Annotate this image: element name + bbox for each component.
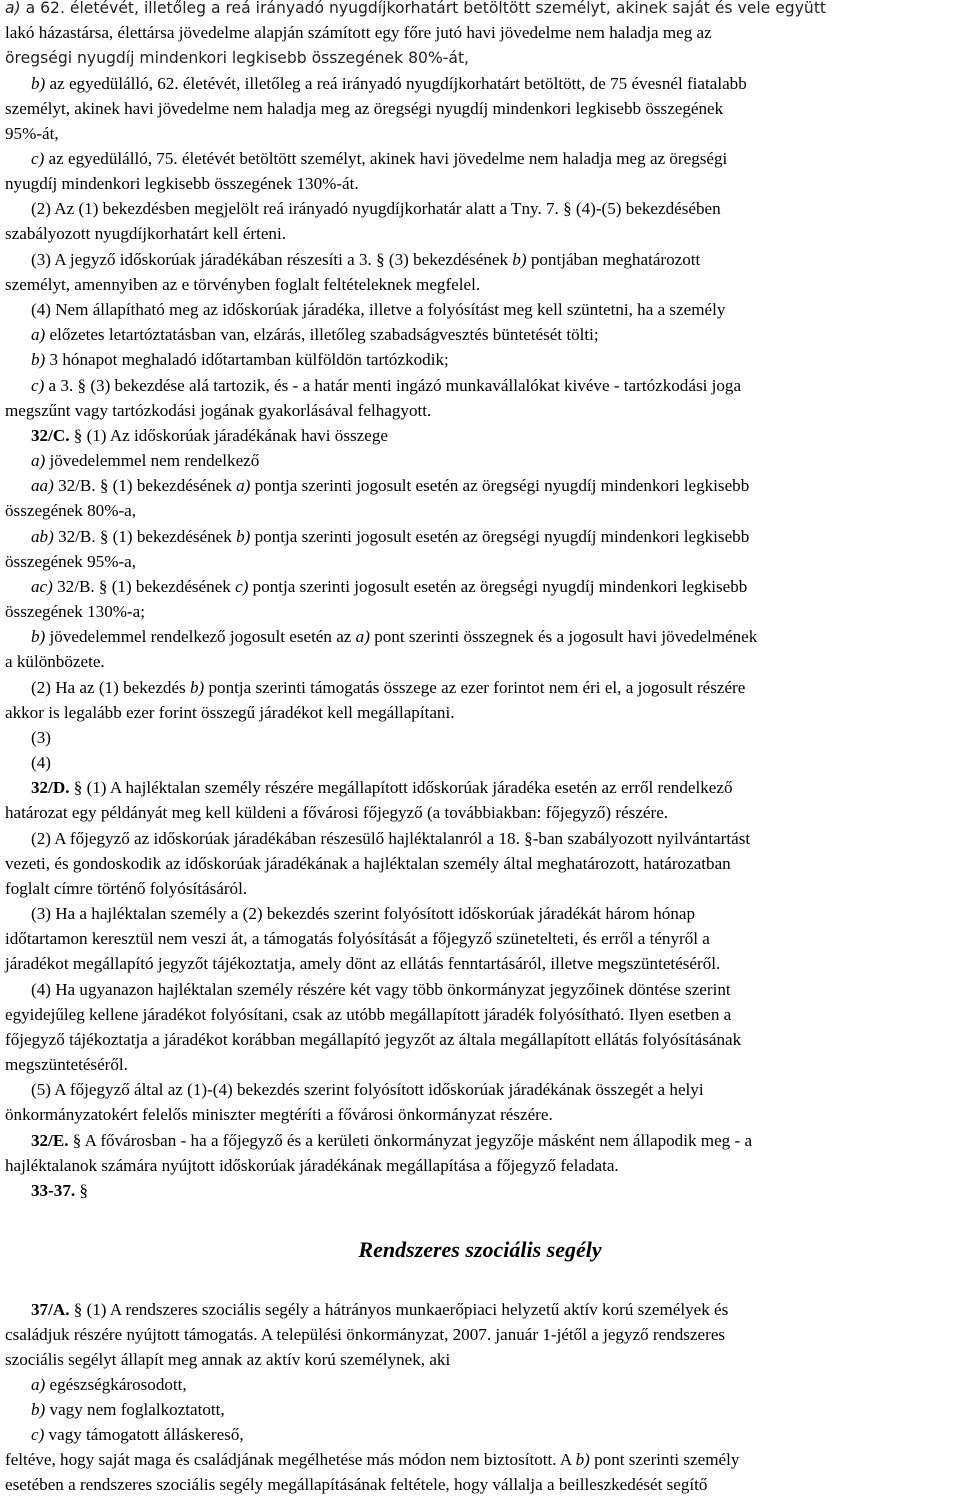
line-text: esetében a rendszeres szociális segély megállapításának feltétele, hogy vállalja a beilleszkedését segítő [5, 1475, 708, 1494]
text-line [31, 1181, 88, 1201]
point-label: b) [31, 627, 46, 646]
point-label: ab) [31, 527, 54, 546]
line-text: önkormányzatokért felelős miniszter megtéríti a fővárosi önkormányzat részére. [5, 1105, 553, 1124]
text-line [5, 275, 480, 295]
text-line [5, 854, 731, 874]
text-line [5, 1325, 725, 1345]
line-text: § (1) Az időskorúak járadékának havi összege [69, 426, 388, 445]
line-text: a különbözete. [5, 652, 105, 671]
line-text: családjuk részére nyújtott támogatás. A települési önkormányzat, 2007. január 1-jétől a jegyző rendszeres [5, 1325, 726, 1344]
line-text: pontja szerinti támogatás összege az ezer forintot nem éri el, a jogosult részére [204, 678, 746, 697]
text-line [5, 23, 712, 43]
point-label: a) [31, 1375, 46, 1394]
point-label: a) [31, 451, 46, 470]
text-line [5, 1030, 741, 1050]
text-line [31, 527, 749, 547]
text-line [31, 980, 731, 1000]
line-text: § [75, 1181, 88, 1200]
text-line [31, 753, 51, 773]
text-line [5, 224, 286, 244]
text-line [5, 1156, 619, 1176]
line-text: időtartamon keresztül nem veszi át, a támogatás folyósítását a főjegyző szünetelteti, és erről a tényről a [5, 929, 710, 948]
point-label: b) [512, 250, 527, 269]
line-text: főjegyző tájékoztatja a járadékot korábban megállapító jegyzőt az általa megállapított ellátás folyósításának [5, 1030, 742, 1049]
text-line [5, 552, 136, 572]
line-text: hajléktalanok számára nyújtott időskorúak járadékának megállapítása a főjegyző feladata. [5, 1156, 619, 1175]
point-label: a) [236, 476, 251, 495]
text-line [5, 1105, 553, 1125]
text-line [5, 0, 826, 18]
line-text: § (1) A hajléktalan személy részére megállapított időskorúak járadéka esetén az erről rendelkező [69, 778, 733, 797]
text-line [31, 250, 700, 270]
point-label: b) [189, 678, 205, 697]
line-text: összegének 80%-a, [5, 501, 136, 520]
line-text: határozat egy példányát meg kell küldeni a fővárosi főjegyző (a továbbiakban: főjegyző) részére. [5, 803, 669, 822]
text-line [31, 778, 733, 798]
line-text: feltéve, hogy saját maga és családjának megélhetése más módon nem biztosított. A [5, 1450, 576, 1469]
line-text: egészségkárosodott, [45, 1375, 187, 1394]
section-number: 32/C. [31, 426, 70, 445]
line-text: egyidejűleg kellene járadékot folyósítani, csak az utóbb megállapított járadék folyósítható. Ilyen esetben a [5, 1005, 732, 1024]
line-text: (4) [31, 753, 51, 772]
text-line [31, 1131, 752, 1151]
text-line [5, 703, 455, 723]
text-line [5, 1055, 128, 1075]
text-line [31, 1425, 244, 1445]
section-number: 37/A. [31, 1300, 70, 1319]
text-line [5, 124, 59, 144]
line-text: személyt, akinek havi jövedelme nem haladja meg az öregségi nyugdíj mindenkori legkisebb összegének [5, 99, 724, 118]
line-text: (4) Nem állapítható meg az időskorúak járadéka, illetve a folyósítást meg kell szüntetni, ha a személy [31, 300, 726, 319]
text-line [31, 476, 749, 496]
line-text: 3 hónapot meghaladó időtartamban külföldön tartózkodik; [45, 350, 449, 369]
point-label: c) [31, 149, 45, 168]
line-text: (3) [31, 728, 51, 747]
line-text: 32/B. § (1) bekezdésének [53, 527, 237, 546]
line-text: pont szerinti személy [589, 1450, 740, 1469]
point-label: b) [236, 527, 251, 546]
line-text: a 62. életévét, illetőleg a reá irányadó nyugdíjkorhatárt betöltött személyt, akinek saját és vele együtt [20, 0, 827, 17]
text-line [5, 401, 431, 421]
text-line [31, 376, 741, 396]
text-line [5, 929, 710, 949]
line-text: az egyedülálló, 62. életévét, illetőleg a reá irányadó nyugdíjkorhatárt betöltött, de 75 évesnél fiatalabb [45, 74, 747, 93]
line-text: akkor is legalább ezer forint összegű járadékot kell megállapítani. [5, 703, 455, 722]
line-text: szociális segélyt állapít meg annak az aktív korú személynek, aki [5, 1350, 451, 1369]
point-label: a) [31, 325, 46, 344]
text-line [31, 451, 259, 471]
line-text: vagy nem foglalkoztatott, [45, 1400, 225, 1419]
text-line [5, 99, 723, 119]
text-line [31, 149, 727, 169]
line-text: összegének 130%-a; [5, 602, 146, 621]
text-line [31, 728, 51, 748]
line-text: személyt, amennyiben az e törvényben foglalt feltételeknek megfelel. [5, 275, 481, 294]
line-text: (2) A főjegyző az időskorúak járadékában részesülő hajléktalanról a 18. §-ban szabályozott nyilvántartást [31, 829, 751, 848]
point-label: aa) [31, 476, 54, 495]
line-text: a 3. § (3) bekezdése alá tartozik, és - a határ menti ingázó munkavállalókat kivéve - tartózkodási joga [44, 376, 742, 395]
line-text: (3) Ha a hajléktalan személy a (2) bekezdés szerint folyósított időskorúak járadékát három hónap [31, 904, 696, 923]
line-text: 32/B. § (1) bekezdésének [52, 577, 236, 596]
line-text: jövedelemmel rendelkező jogosult esetén az [45, 627, 356, 646]
text-line [5, 652, 105, 672]
text-line [31, 1300, 728, 1320]
line-text: (3) A jegyző időskorúak járadékában részesíti a 3. § (3) bekezdésének [31, 250, 513, 269]
text-line [5, 1475, 707, 1495]
text-line [31, 426, 388, 446]
text-line [5, 1005, 731, 1025]
line-text: (2) Ha az (1) bekezdés [31, 678, 190, 697]
line-text: § A fővárosban - ha a főjegyző és a kerületi önkormányzat jegyzője másként nem állapodik meg - a [68, 1131, 753, 1150]
line-text: (5) A főjegyző által az (1)-(4) bekezdés szerint folyósított időskorúak járadékának összegét a helyi [31, 1080, 704, 1099]
line-text: jövedelemmel nem rendelkező [45, 451, 260, 470]
text-line [31, 904, 695, 924]
line-text: pontja szerinti jogosult esetén az öregségi nyugdíj mindenkori legkisebb [250, 527, 750, 546]
text-line [31, 1375, 187, 1395]
line-text: az egyedülálló, 75. életévét betöltött személyt, akinek havi jövedelme nem haladja meg az öregségi [44, 149, 728, 168]
point-label: a) [355, 627, 370, 646]
line-text: pontja szerinti jogosult esetén az öregségi nyugdíj mindenkori legkisebb [250, 476, 750, 495]
line-text: járadékot megállapító jegyzőt tájékoztatja, amely dönt az ellátás fenntartásáról, illetve megszüntetéséről. [5, 954, 721, 973]
section-number: 33-37. [31, 1181, 76, 1200]
line-text: 95%-át, [5, 124, 59, 143]
point-label: c) [31, 1425, 45, 1444]
point-label: c) [31, 376, 45, 395]
line-text: pontja szerinti jogosult esetén az öregségi nyugdíj mindenkori legkisebb [248, 577, 748, 596]
line-text: § (1) A rendszeres szociális segély a hátrányos munkaerőpiaci helyzetű aktív korú személyek és [69, 1300, 729, 1319]
point-label: b) [31, 350, 46, 369]
text-line [5, 803, 668, 823]
text-line [31, 350, 449, 370]
text-line [31, 199, 721, 219]
line-text: megszüntetéséről. [5, 1055, 128, 1074]
text-line [31, 1080, 704, 1100]
text-line [5, 879, 247, 899]
line-text: szabályozott nyugdíjkorhatárt kell érteni. [5, 224, 287, 243]
text-line [31, 1400, 225, 1420]
line-text: öregségi nyugdíj mindenkori legkisebb összegének 80%-át, [5, 49, 470, 67]
line-text: előzetes letartóztatásban van, elzárás, illetőleg szabadságvesztés büntetését tölti; [45, 325, 599, 344]
section-number: 32/E. [31, 1131, 69, 1150]
text-line [31, 829, 750, 849]
text-line [31, 577, 747, 597]
line-text: vezeti, és gondoskodik az időskorúak járadékának a hajléktalan személy által meghatározott, határozatban [5, 854, 731, 873]
text-line [5, 1450, 739, 1470]
point-label: b) [31, 74, 46, 93]
line-text: (2) Az (1) bekezdésben megjelölt reá irányadó nyugdíjkorhatár alatt a Tny. 7. § (4)-(5) bekezdésében [31, 199, 721, 218]
text-line [31, 74, 747, 94]
point-label: ac) [31, 577, 53, 596]
line-text: pontjában meghatározott [526, 250, 701, 269]
line-text: 32/B. § (1) bekezdésének [53, 476, 237, 495]
text-line [5, 48, 469, 68]
line-text: foglalt címre történő folyósításáról. [5, 879, 248, 898]
section-heading: Rendszeres szociális segély [358, 1237, 602, 1262]
text-line [31, 678, 745, 698]
text-line [5, 174, 359, 194]
line-text: (4) Ha ugyanazon hajléktalan személy részére két vagy több önkormányzat jegyzőinek döntése szerint [31, 980, 731, 999]
text-line [31, 300, 725, 320]
line-text: pont szerinti összegnek és a jogosult havi jövedelmének [369, 627, 758, 646]
text-line [5, 954, 720, 974]
point-label: a) [5, 0, 21, 17]
point-label: b) [575, 1450, 590, 1469]
line-text: nyugdíj mindenkori legkisebb összegének 130%-át. [5, 174, 359, 193]
line-text: vagy támogatott álláskereső, [44, 1425, 244, 1444]
text-line [5, 602, 145, 622]
text-line [31, 627, 757, 647]
point-label: c) [235, 577, 249, 596]
line-text: lakó házastársa, élettársa jövedelme alapján számított egy főre jutó havi jövedelme nem haladja meg az [5, 23, 712, 42]
line-text: megszűnt vagy tartózkodási jogának gyakorlásával felhagyott. [5, 401, 432, 420]
text-line [5, 1350, 450, 1370]
point-label: b) [31, 1400, 46, 1419]
text-line [31, 325, 599, 345]
section-number: 32/D. [31, 778, 70, 797]
text-line [5, 501, 136, 521]
line-text: összegének 95%-a, [5, 552, 136, 571]
